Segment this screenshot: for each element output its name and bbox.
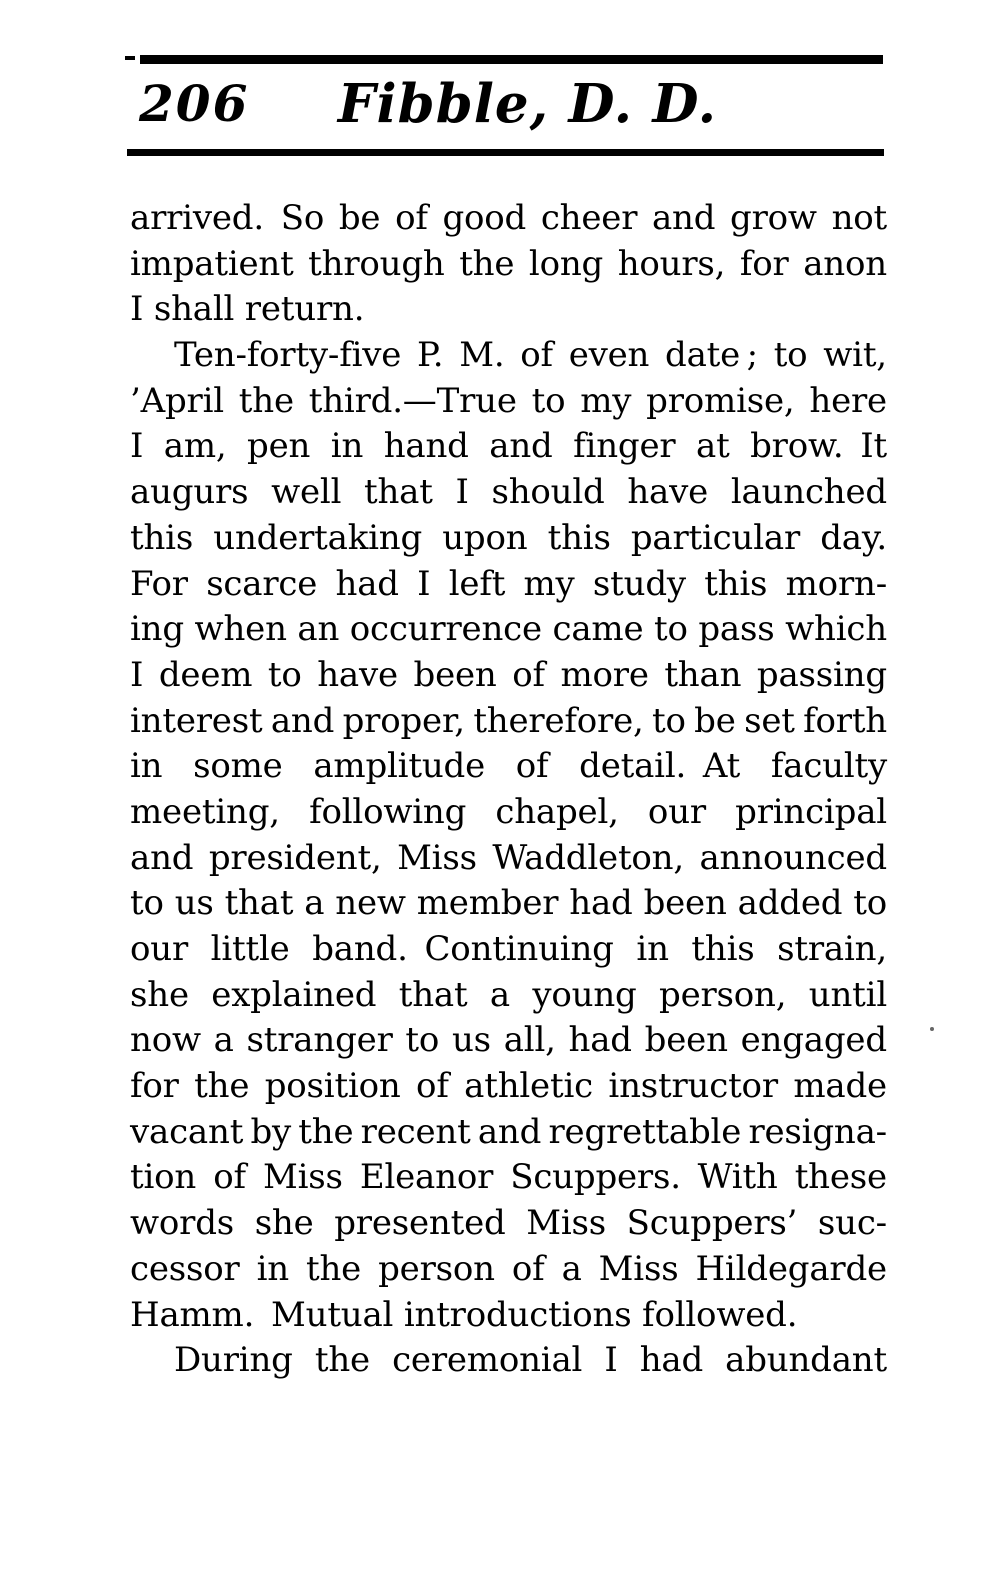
scan-artifact-dot <box>930 1027 934 1031</box>
text-line: For scarce had I left my study this morn- <box>130 563 887 604</box>
text-line: ing when an occurrence came to pass which <box>130 609 887 650</box>
text-line: arrived. So be of good cheer and grow not <box>130 198 887 238</box>
body-text <box>130 196 887 1384</box>
text-line: I deem to have been of more than passing <box>130 654 887 695</box>
text-line: for the position of athletic instructor made <box>130 1066 887 1107</box>
scan-artifact-dash <box>125 56 135 60</box>
text-line: now a stranger to us all, had been engaged <box>130 1020 887 1061</box>
text-line: this undertaking upon this particular day. <box>130 517 887 558</box>
page-header <box>127 68 884 142</box>
running-title: Fibble, D. D. <box>337 73 718 135</box>
text-line: augurs well that I should have launched <box>130 472 887 513</box>
text-line: impatient through the long hours, for anon <box>130 243 887 284</box>
header-top-rule <box>140 55 883 64</box>
header-bottom-rule <box>127 149 884 156</box>
text-line: in some amplitude of detail. At faculty <box>130 746 887 787</box>
text-line: interest and proper, therefore, to be set forth <box>130 700 887 741</box>
text-line: vacant by the recent and regrettable resigna- <box>130 1111 887 1152</box>
text-line: words she presented Miss Scuppers’ suc- <box>130 1203 887 1244</box>
text-line: I am, pen in hand and finger at brow. It <box>130 426 887 467</box>
text-line: she explained that a young person, until <box>130 974 887 1015</box>
text-line: our little band. Continuing in this strain, <box>130 929 887 969</box>
text-line: Hamm. Mutual introductions followed. <box>130 1294 798 1335</box>
text-line: to us that a new member had been added to <box>130 883 887 924</box>
page-number: 206 <box>139 74 250 133</box>
text-line: tion of Miss Eleanor Scuppers. With these <box>130 1157 887 1198</box>
text-line: Ten-forty-five P. M. of even date ; to wit, <box>174 335 887 376</box>
text-line: I shall return. <box>130 289 365 330</box>
text-line: During the ceremonial I had abundant <box>174 1340 887 1381</box>
text-line: cessor in the person of a Miss Hildegarde <box>130 1248 887 1289</box>
text-line: ’April the third.—True to my promise, here <box>130 380 887 421</box>
text-line: and president, Miss Waddleton, announced <box>130 837 887 878</box>
text-line: meeting, following chapel, our principal <box>130 791 887 832</box>
